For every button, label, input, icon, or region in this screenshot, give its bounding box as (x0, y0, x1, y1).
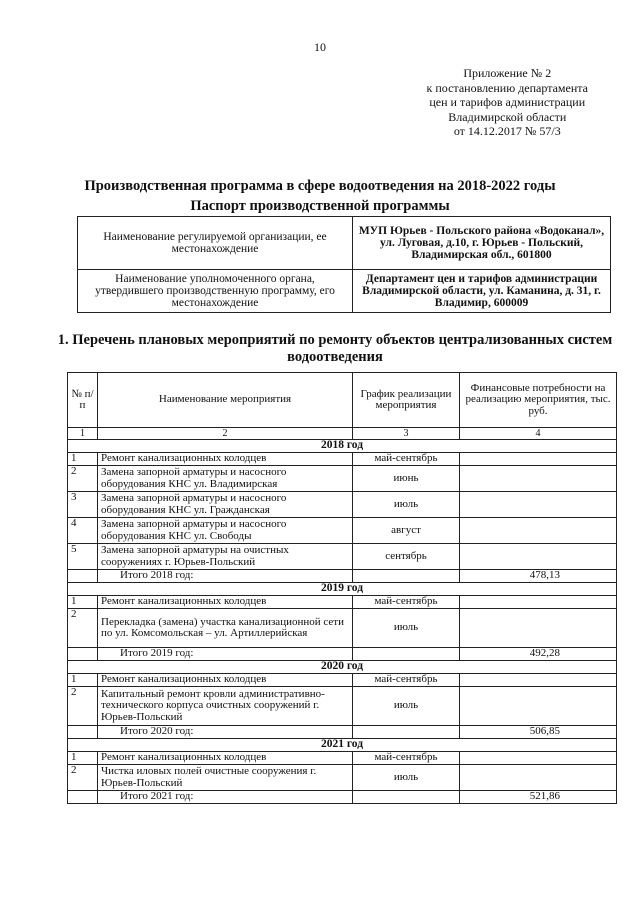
appendix-line: от 14.12.2017 № 57/3 (453, 124, 561, 138)
table-row (68, 492, 617, 518)
row-name: Ремонт канализационных колодцев (98, 752, 353, 765)
row-finance (460, 596, 617, 609)
row-number: 2 (68, 765, 98, 791)
total-label: Итого 2018 год: (98, 570, 353, 583)
appendix-line: цен и тарифов администрации (429, 95, 586, 109)
total-schedule (353, 648, 460, 661)
year-header-2020: 2020 год (68, 661, 617, 674)
row-name: Ремонт канализационных колодцев (98, 453, 353, 466)
total-value: 506,85 (460, 726, 617, 739)
appendix-line: к постановлению департамента (426, 80, 588, 95)
table-row (68, 518, 617, 544)
row-name: Замена запорной арматуры и насосного оборудования КНС ул. Свободы (98, 518, 353, 544)
passport-table (77, 216, 611, 313)
total-number (68, 570, 98, 583)
column-number: 1 (68, 428, 98, 440)
year-header-2021: 2021 год (68, 739, 617, 752)
year-header-2019: 2019 год (68, 583, 617, 596)
row-name: Капитальный ремонт кровли административно-технического корпуса очистных сооружений г. Юрьев-Польский (98, 687, 353, 726)
row-schedule: май-сентябрь (353, 596, 460, 609)
total-row-2020 (68, 726, 617, 739)
total-number (68, 648, 98, 661)
row-schedule: сентябрь (353, 544, 460, 570)
passport-authority-label: Наименование уполномоченного органа, утвердившего производственную программу, его местонахождение (78, 270, 353, 313)
row-finance (460, 453, 617, 466)
row-schedule: июль (353, 765, 460, 791)
row-number: 1 (68, 596, 98, 609)
row-name: Замена запорной арматуры на очистных сооружениях г. Юрьев-Польский (98, 544, 353, 570)
total-number (68, 726, 98, 739)
row-number: 1 (68, 752, 98, 765)
measures-table (67, 372, 617, 804)
passport-org-value: МУП Юрьев - Польского района «Водоканал», ул. Луговая, д.10, г. Юрьев - Польский, Владимирская обл., 601800 (353, 217, 611, 270)
table-row (68, 765, 617, 791)
total-number (68, 791, 98, 804)
total-value: 492,28 (460, 648, 617, 661)
row-schedule: май-сентябрь (353, 752, 460, 765)
row-finance (460, 609, 617, 648)
row-schedule: июль (353, 687, 460, 726)
row-finance (460, 544, 617, 570)
row-number: 1 (68, 674, 98, 687)
row-number: 2 (68, 466, 98, 492)
row-finance (460, 752, 617, 765)
row-number: 4 (68, 518, 98, 544)
header-number: № п/п (68, 373, 98, 428)
row-name: Ремонт канализационных колодцев (98, 674, 353, 687)
total-label: Итого 2020 год: (98, 726, 353, 739)
row-finance (460, 674, 617, 687)
appendix-line: Владимирской области (448, 109, 567, 124)
row-schedule: июль (353, 609, 460, 648)
table-row (68, 752, 617, 765)
row-schedule: июль (353, 492, 460, 518)
column-number: 3 (353, 428, 460, 440)
header-name: Наименование мероприятия (98, 373, 353, 428)
section-title: 1. Перечень плановых мероприятий по ремонту объектов централизованных систем водоотведения (57, 332, 613, 365)
passport-org-label: Наименование регулируемой организации, ее местонахождение (78, 217, 353, 270)
row-number: 2 (68, 609, 98, 648)
row-name: Замена запорной арматуры и насосного оборудования КНС ул. Владимирская (98, 466, 353, 492)
total-value: 478,13 (460, 570, 617, 583)
total-row-2021 (68, 791, 617, 804)
total-row-2019 (68, 648, 617, 661)
table-row (68, 596, 617, 609)
passport-title: Паспорт производственной программы (190, 198, 450, 214)
row-number: 1 (68, 453, 98, 466)
header-finance: Финансовые потребности на реализацию мероприятия, тыс. руб. (460, 373, 617, 428)
row-schedule: май-сентябрь (353, 674, 460, 687)
row-finance (460, 492, 617, 518)
row-finance (460, 765, 617, 791)
row-schedule: август (353, 518, 460, 544)
row-schedule: май-сентябрь (353, 453, 460, 466)
row-finance (460, 466, 617, 492)
total-schedule (353, 791, 460, 804)
total-schedule (353, 726, 460, 739)
table-row (68, 609, 617, 648)
year-header-2018: 2018 год (68, 440, 617, 453)
table-row (68, 453, 617, 466)
document-title: Производственная программа в сфере водоотведения на 2018-2022 годы (84, 178, 556, 194)
passport-authority-value: Департамент цен и тарифов администрации Владимирской области, ул. Каманина, д. 31, г. Владимир, 600009 (353, 270, 611, 313)
table-row (68, 687, 617, 726)
row-finance (460, 518, 617, 544)
total-label: Итого 2021 год: (98, 791, 353, 804)
row-name: Перекладка (замена) участка канализационной сети по ул. Комсомольская – ул. Артиллерийская (98, 609, 353, 648)
appendix-block (427, 66, 588, 139)
row-name: Замена запорной арматуры и насосного оборудования КНС ул. Гражданская (98, 492, 353, 518)
column-number: 2 (98, 428, 353, 440)
page-number: 10 (314, 40, 326, 54)
total-row-2018 (68, 570, 617, 583)
table-row (68, 466, 617, 492)
row-name: Ремонт канализационных колодцев (98, 596, 353, 609)
appendix-line: Приложение № 2 (463, 66, 552, 80)
row-finance (460, 687, 617, 726)
row-number: 3 (68, 492, 98, 518)
row-schedule: июнь (353, 466, 460, 492)
table-row (68, 544, 617, 570)
row-name: Чистка иловых полей очистные сооружения г. Юрьев-Польский (98, 765, 353, 791)
total-value: 521,86 (460, 791, 617, 804)
column-number: 4 (460, 428, 617, 440)
row-number: 5 (68, 544, 98, 570)
total-schedule (353, 570, 460, 583)
header-schedule: График реализации мероприятия (353, 373, 460, 428)
row-number: 2 (68, 687, 98, 726)
total-label: Итого 2019 год: (98, 648, 353, 661)
table-row (68, 674, 617, 687)
